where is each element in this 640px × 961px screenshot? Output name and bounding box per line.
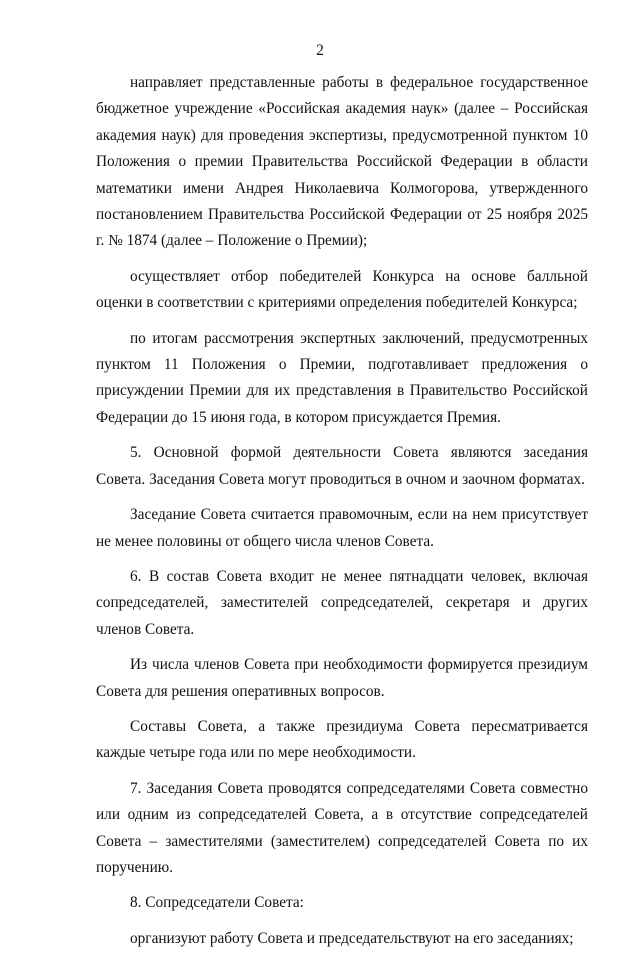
paragraph-7: Из числа членов Совета при необходимости формируется президиум Совета для решения оперативных вопросов. bbox=[96, 656, 588, 700]
paragraph-6: 6. В состав Совета входит не менее пятнадцати человек, включая сопредседателей, заместителей сопредседателей, секретаря и других членов Совета. bbox=[96, 567, 588, 638]
document-body bbox=[96, 70, 588, 961]
paragraph-4: 5. Основной формой деятельности Совета являются заседания Совета. Заседания Совета могут проводиться в очном и заочном форматах. bbox=[96, 444, 588, 488]
paragraph-3: по итогам рассмотрения экспертных заключений, предусмотренных пунктом 11 Положения о Премии, подготавливает предложения о присуждении Премии для их представления в Правительство Российской Федерации до 15 июня года, в котором присуждается Премия. bbox=[96, 329, 588, 426]
paragraph-11: организуют работу Совета и председательствуют на его заседаниях; bbox=[130, 929, 574, 947]
paragraph-1: направляет представленные работы в федеральное государственное бюджетное учреждение «Российская академия наук» (далее – Российская академия наук) для проведения экспертизы, предусмотренной пунктом 10 Положения о премии Правительства Российской Федерации в области математики имени Андрея Николаевича Колмогорова, утвержденного постановлением Правительства Российской Федерации от 25 ноября 2025 г. № 1874 (далее – Положение о Премии); bbox=[96, 74, 588, 250]
paragraph-2: осуществляет отбор победителей Конкурса на основе балльной оценки в соответствии с критериями определения победителей Конкурса; bbox=[96, 267, 588, 312]
paragraph-9: 7. Заседания Совета проводятся сопредседателями Совета совместно или одним из сопредседателей Совета, а в отсутствие сопредседателей Совета – заместителями (заместителем) сопредседателей Совета по их поручению. bbox=[96, 779, 588, 876]
paragraph-5: Заседание Совета считается правомочным, если на нем присутствует не менее половины от общего числа членов Совета. bbox=[96, 506, 588, 550]
paragraph-8: Составы Совета, а также президиума Совета пересматривается каждые четыре года или по мере необходимости. bbox=[96, 717, 588, 762]
paragraph-10: 8. Сопредседатели Совета: bbox=[130, 894, 304, 912]
page-number: 2 bbox=[316, 42, 324, 59]
